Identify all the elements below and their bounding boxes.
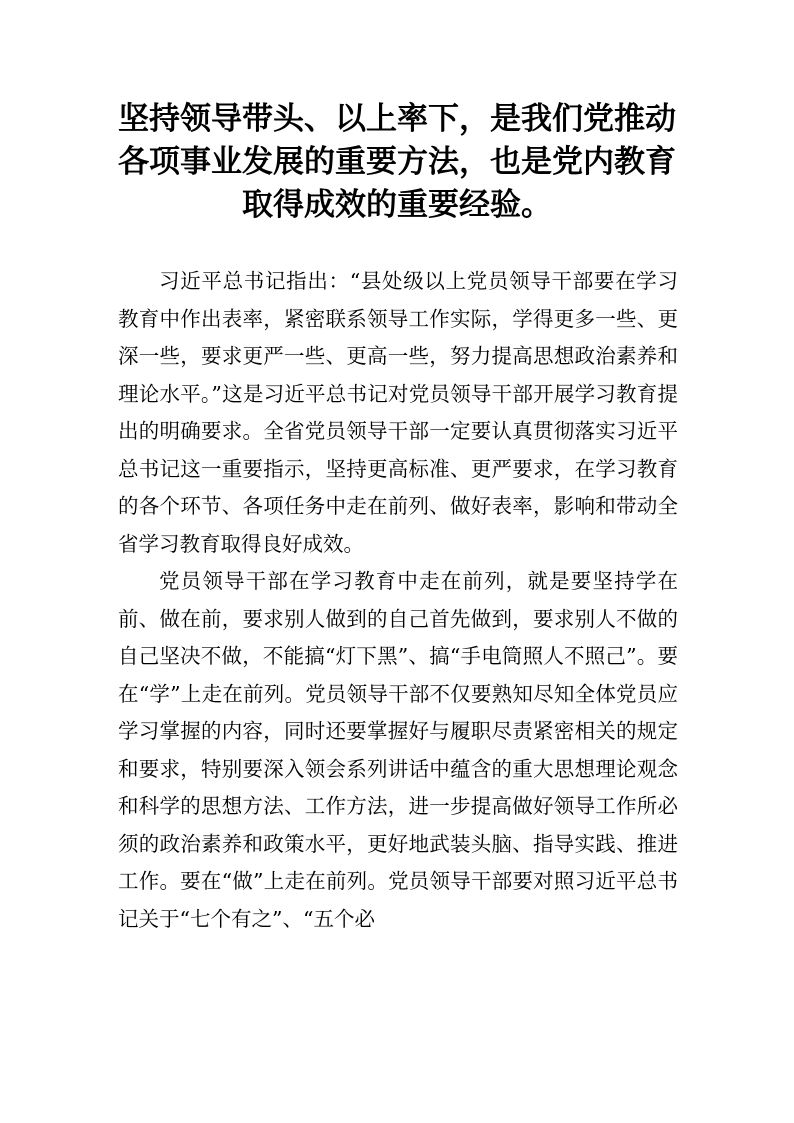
document-body	[118, 263, 678, 938]
paragraph-2: 党员领导干部在学习教育中走在前列，就是要坚持学在前、做在前，要求别人做到的自己首先做到，要求别人不做的自己坚决不做，不能搞“灯下黑”、搞“手电筒照人不照己”。要在“学”上走在前列。党员领导干部不仅要熟知尽知全体党员应学习掌握的内容，同时还要掌握好与履职尽责紧密相关的规定和要求，特别要深入领会系列讲话中蕴含的重大思想理论观念和科学的思想方法、工作方法，进一步提高做好领导工作所必须的政治素养和政策水平，更好地武装头脑、指导实践、推进工作。要在“做”上走在前列。党员领导干部要对照习近平总书记关于“七个有之”、“五个必	[118, 569, 678, 931]
document-title: 坚持领导带头、以上率下，是我们党推动各项事业发展的重要方法，也是党内教育取得成效的重要经验。	[118, 101, 676, 223]
paragraph-1: 习近平总书记指出：“县处级以上党员领导干部要在学习教育中作出表率，紧密联系领导工作实际，学得更多一些、更深一些，要求更严一些、更高一些，努力提高思想政治素养和理论水平。”这是习近平总书记对党员领导干部开展学习教育提出的明确要求。全省党员领导干部一定要认真贯彻落实习近平总书记这一重要指示，坚持更高标准、更严要求，在学习教育的各个环节、各项任务中走在前列、做好表率，影响和带动全省学习教育取得良好成效。	[118, 269, 678, 556]
